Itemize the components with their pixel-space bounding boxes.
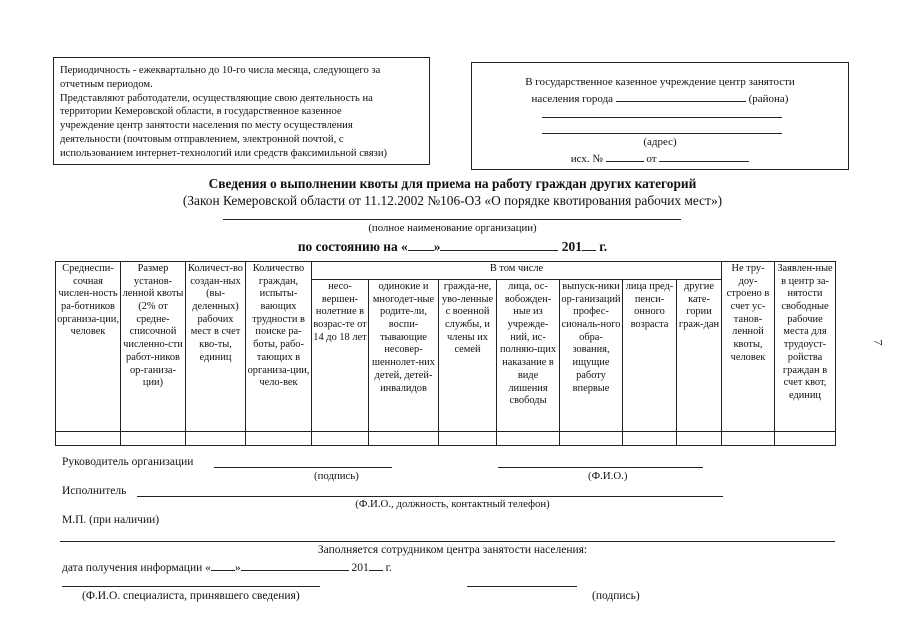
info-line: Представляют работодатели, осуществляющие свою деятельность на [60, 92, 373, 104]
header-created-jobs: Количест-во создан-ных (вы-деленных) рабочих мест в счет кво-ты, единиц [186, 262, 246, 432]
status-date-line [0, 239, 905, 255]
input-cell[interactable] [560, 432, 623, 446]
receipt-year-blank[interactable] [369, 560, 383, 571]
employment-center-heading: Заполняется сотрудником центра занятости населения: [317, 544, 588, 556]
info-line: учреждение центр занятости населения по месту осуществления [60, 120, 353, 132]
input-cell[interactable] [677, 432, 722, 446]
outgoing-number-line [472, 151, 848, 165]
subheader-military: гражда-не, уво-ленные с военной службы, и члены их семей [439, 280, 497, 432]
recipient-city-line [472, 91, 848, 105]
header-declared-vacancies: Заявлен-ные в центр за-нятости свободные рабочие места для трудоуст-ройства граждан в счет квот, единиц [775, 262, 836, 432]
quota-table [55, 261, 836, 446]
specialist-fio-line[interactable] [62, 586, 320, 587]
input-cell[interactable] [369, 432, 439, 446]
table-row [56, 432, 836, 446]
form-subtitle: (Закон Кемеровской области от 11.12.2002 №106-ОЗ «О порядке квотирования рабочих мест») [182, 193, 723, 208]
head-fio-line[interactable] [498, 467, 703, 468]
organization-caption: (полное наименование организации) [368, 222, 537, 234]
input-cell[interactable] [775, 432, 836, 446]
input-cell[interactable] [722, 432, 775, 446]
input-cell[interactable] [439, 432, 497, 446]
outgoing-prefix: исх. № [570, 153, 603, 165]
page-number: 7 [871, 339, 886, 346]
info-line: деятельности (почтовым отправлением, электронной почтой, с [60, 133, 344, 145]
stamp-label: М.П. (при наличии) [62, 514, 160, 526]
header-avg-headcount: Среднеспи-сочная числен-ность ра-ботников организа-ции, человек [56, 262, 121, 432]
input-cell[interactable] [623, 432, 677, 446]
input-cell[interactable] [186, 432, 246, 446]
executor-line[interactable] [137, 496, 723, 497]
status-year: 201 [561, 239, 582, 254]
header-not-employed: Не тру-доу-строено в счет ус-танов-ленной квоты, человек [722, 262, 775, 432]
subheader-pre-retirement: лица пред-пенси-онного возраста [623, 280, 677, 432]
district-label: (района) [748, 93, 789, 105]
receipt-month-blank[interactable] [241, 560, 349, 571]
status-middle: » [433, 239, 441, 254]
city-blank[interactable] [616, 91, 746, 102]
receipt-date-line [62, 560, 392, 574]
input-cell[interactable] [56, 432, 121, 446]
specialist-sign-caption: (подпись) [592, 590, 640, 602]
outgoing-number-blank[interactable] [606, 151, 644, 162]
recipient-line: В государственное казенное учреждение центр занятости [525, 76, 795, 88]
header-quota-size: Размер установ-ленной квоты (2% от средне-списочной численно-сти работ-ников ор-ганиза-ции) [121, 262, 186, 432]
specialist-sign-line[interactable] [467, 586, 577, 587]
receipt-day-blank[interactable] [211, 560, 235, 571]
status-suffix: г. [595, 239, 608, 254]
submission-info-box [53, 57, 430, 165]
receipt-date-middle: » [234, 562, 241, 574]
info-line: использованием интернет-технологий или средств факсимильной связи) [60, 147, 388, 159]
executor-caption: (Ф.И.О., должность, контактный телефон) [355, 498, 550, 510]
input-cell[interactable] [312, 432, 369, 446]
form-title: Сведения о выполнении квоты для приема на работу граждан других категорий [208, 176, 697, 191]
head-fio-caption: (Ф.И.О.) [588, 470, 628, 482]
status-month-blank[interactable] [440, 240, 558, 251]
header-employed-citizens: Количество граждан, испыты-вающих трудности в поиске ра-боты, рабо-тающих в организа-ции, чело-век [246, 262, 312, 432]
city-prefix: населения города [531, 93, 614, 105]
head-sign-caption: (подпись) [314, 470, 359, 482]
receipt-year: 201 [351, 562, 369, 574]
subheader-released-prisoners: лица, ос-вобожден-ные из учрежде-ний, ис-полняю-щих наказание в виде лишения свободы [497, 280, 560, 432]
address-blank-line[interactable] [542, 133, 782, 134]
input-cell[interactable] [121, 432, 186, 446]
outgoing-from: от [646, 153, 657, 165]
header-group-including: В том числе [312, 262, 722, 280]
subheader-other-categories: другие кате-гории граж-дан [677, 280, 722, 432]
head-label: Руководитель организации [62, 456, 194, 468]
info-line: отчетным периодом. [60, 78, 153, 90]
input-cell[interactable] [497, 432, 560, 446]
subheader-single-parents: одинокие и многодет-ные родите-ли, воспи-тывающие несовер-шеннолет-них детей, детей-инвалидов [369, 280, 439, 432]
input-cell[interactable] [246, 432, 312, 446]
head-signature-line[interactable] [214, 467, 392, 468]
recipient-address-box [471, 62, 849, 170]
info-line: территории Кемеровской области, в государственное казенное [60, 106, 342, 118]
status-day-blank[interactable] [408, 240, 434, 251]
status-year-blank[interactable] [582, 240, 596, 251]
info-line: Периодичность - ежеквартально до 10-го числа месяца, следующего за [60, 65, 381, 76]
address-caption: (адрес) [643, 136, 677, 148]
executor-label: Исполнитель [62, 485, 127, 497]
specialist-caption: (Ф.И.О. специалиста, принявшего сведения) [82, 590, 300, 602]
section-divider [60, 541, 835, 542]
organization-name-line[interactable] [223, 219, 681, 220]
address-blank-line[interactable] [542, 117, 782, 118]
outgoing-date-blank[interactable] [659, 151, 749, 162]
status-prefix: по состоянию на « [297, 239, 408, 254]
subheader-graduates: выпуск-ники ор-ганизаций профес-сиональ-ного обра-зования, ищущие работу впервые [560, 280, 623, 432]
receipt-date-prefix: дата получения информации « [62, 562, 211, 574]
receipt-suffix: г. [382, 562, 392, 574]
subheader-minors: несо-вершен-нолетние в возрас-те от 14 до 18 лет [312, 280, 369, 432]
